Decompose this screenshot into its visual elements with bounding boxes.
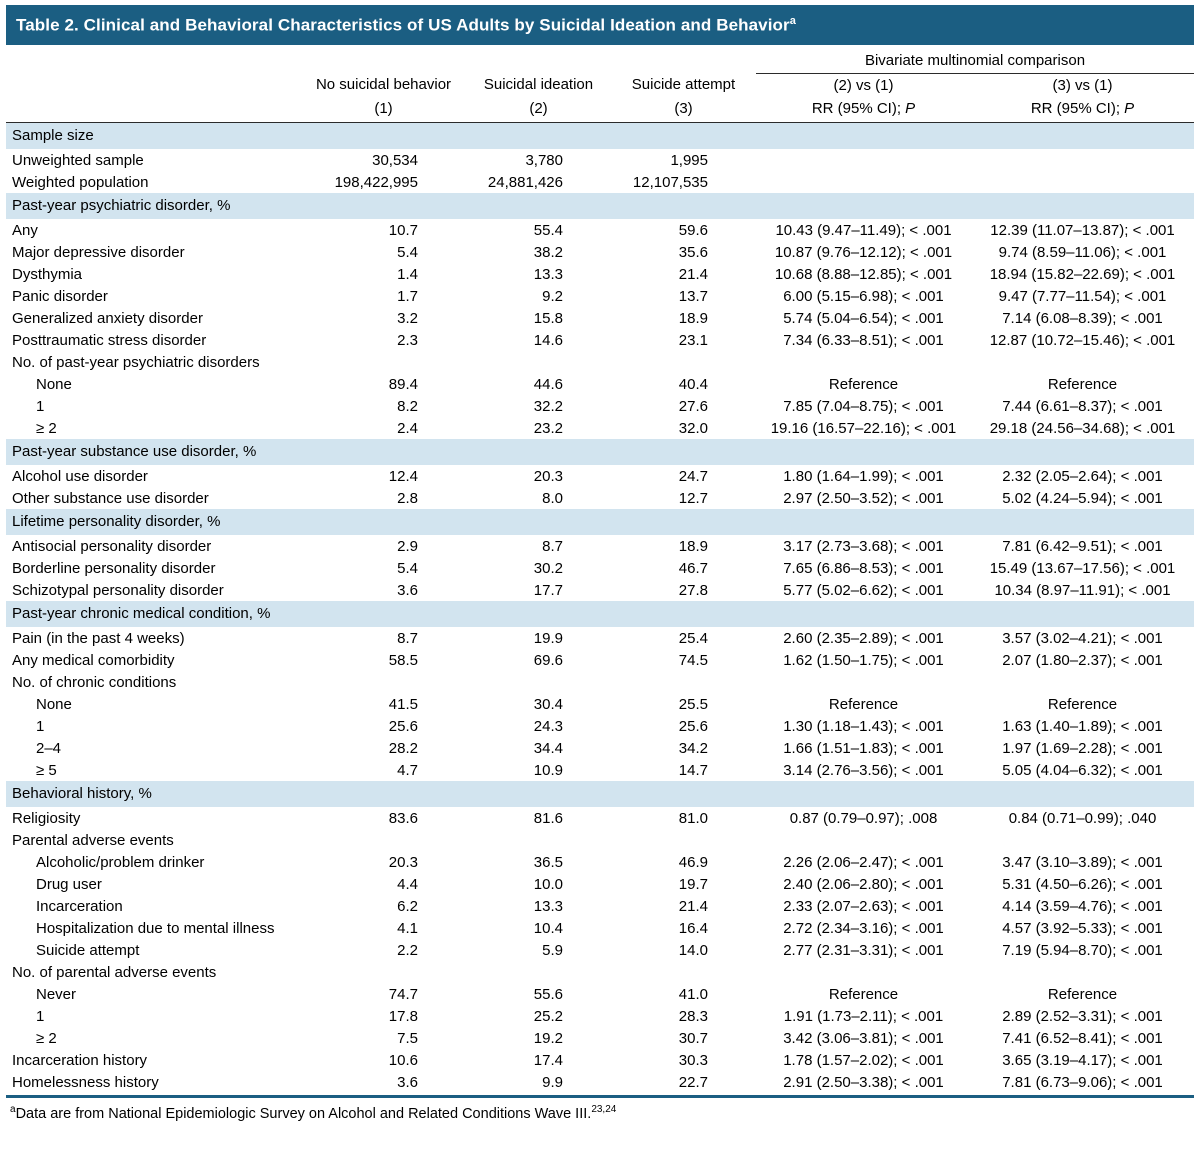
value-cell: 58.5 <box>388 651 418 669</box>
value-cell: 17.4 <box>533 1051 563 1069</box>
rr-ci-p-cell: 29.18 (24.56–34.68); < .001 <box>989 419 1176 437</box>
section-row <box>6 509 1194 535</box>
rr-ci-p-cell: 3.17 (2.73–3.68); < .001 <box>783 537 944 555</box>
row-label: Borderline personality disorder <box>12 559 216 577</box>
rr-ci-p-cell: 5.77 (5.02–6.62); < .001 <box>783 581 944 599</box>
rr-ci-p-cell: Reference <box>1047 695 1118 713</box>
rr-ci-p-cell <box>756 149 971 171</box>
value-cell: 30.4 <box>533 695 563 713</box>
value-cell: 55.4 <box>533 221 563 239</box>
row-label: Drug user <box>36 875 102 893</box>
table-row <box>6 693 1194 715</box>
rr-ci-p-cell: 3.65 (3.19–4.17); < .001 <box>1002 1051 1163 1069</box>
rr-ci-p-cell: 2.72 (2.34–3.16); < .001 <box>783 919 944 937</box>
table-row <box>6 465 1194 487</box>
row-label: Pain (in the past 4 weeks) <box>12 629 185 647</box>
value-cell: 32.2 <box>533 397 563 415</box>
section-label: Sample size <box>6 122 1194 149</box>
rr-ci-p-cell: 7.34 (6.33–8.51); < .001 <box>783 331 944 349</box>
row-label: Major depressive disorder <box>12 243 185 261</box>
value-cell: 10.0 <box>533 875 563 893</box>
table-title-superscript: a <box>789 15 796 27</box>
table-row <box>6 307 1194 329</box>
row-label: Hospitalization due to mental illness <box>36 919 275 937</box>
rr-ci-p-cell: 4.57 (3.92–5.33); < .001 <box>1002 919 1163 937</box>
p-label: P <box>1124 99 1135 117</box>
row-label: Schizotypal personality disorder <box>12 581 224 599</box>
value-cell: 4.7 <box>397 761 418 779</box>
table-row <box>6 557 1194 579</box>
value-cell: 17.7 <box>533 581 563 599</box>
row-label: Incarceration <box>36 897 123 915</box>
table-row <box>6 149 1194 171</box>
rr-ci-p-cell: Reference <box>1047 375 1118 393</box>
value-cell: 13.3 <box>533 897 563 915</box>
rr-ci-p-cell: 4.14 (3.59–4.76); < .001 <box>1002 897 1163 915</box>
value-cell: 14.0 <box>678 941 708 959</box>
row-label: 1 <box>36 397 45 415</box>
header-sublabel-row <box>6 97 1194 123</box>
value-cell: 35.6 <box>678 243 708 261</box>
row-label: Dysthymia <box>12 265 83 283</box>
value-cell: 34.2 <box>678 739 708 757</box>
value-cell: 25.2 <box>533 1007 563 1025</box>
table-row <box>6 535 1194 557</box>
table-row <box>6 219 1194 241</box>
value-cell: 10.9 <box>533 761 563 779</box>
value-cell: 20.3 <box>533 467 563 485</box>
section-label: Behavioral history, % <box>6 781 1194 807</box>
rr-ci-p-cell: 12.39 (11.07–13.87); < .001 <box>990 221 1175 239</box>
value-cell: 55.6 <box>533 985 563 1003</box>
value-cell: 7.5 <box>397 1029 418 1047</box>
subheader-row <box>6 351 1194 373</box>
section-row <box>6 122 1194 149</box>
value-cell: 34.4 <box>533 739 563 757</box>
value-cell: 74.5 <box>678 651 708 669</box>
row-label: Weighted population <box>12 173 149 191</box>
row-label: Posttraumatic stress disorder <box>12 331 207 349</box>
table-row <box>6 1005 1194 1027</box>
table-row <box>6 329 1194 351</box>
value-cell: 8.0 <box>542 489 563 507</box>
value-cell: 18.9 <box>678 537 708 555</box>
footnote <box>6 1095 1194 1126</box>
value-cell: 5.9 <box>542 941 563 959</box>
value-cell: 25.5 <box>678 695 708 713</box>
rr-ci-p-cell: 2.91 (2.50–3.38); < .001 <box>783 1073 944 1091</box>
table-row <box>6 417 1194 439</box>
value-cell: 5.4 <box>397 243 418 261</box>
rr-ci-p-cell: 1.80 (1.64–1.99); < .001 <box>783 467 944 485</box>
rr-ci-p-cell: 6.00 (5.15–6.98); < .001 <box>783 287 944 305</box>
value-cell: 2.4 <box>397 419 418 437</box>
row-label: Panic disorder <box>12 287 108 305</box>
value-cell: 2.2 <box>397 941 418 959</box>
header-label-row <box>6 73 1194 97</box>
table-header <box>6 49 1194 123</box>
bivariate-comparison-group-header: Bivariate multinomial comparison <box>756 49 1194 74</box>
value-cell: 59.6 <box>678 221 708 239</box>
table-row <box>6 627 1194 649</box>
rr-ci-p-cell: 7.85 (7.04–8.75); < .001 <box>783 397 944 415</box>
table-row <box>6 487 1194 509</box>
table-row <box>6 171 1194 193</box>
table-row <box>6 759 1194 781</box>
value-cell: 23.1 <box>678 331 708 349</box>
value-cell: 15.8 <box>533 309 563 327</box>
value-cell: 14.7 <box>678 761 708 779</box>
row-label: Religiosity <box>12 809 81 827</box>
rr-ci-p-cell: Reference <box>1047 985 1118 1003</box>
table-title-bar <box>6 5 1194 45</box>
section-label: Past-year chronic medical condition, % <box>6 601 1194 627</box>
footnote-superscript: a <box>10 1103 16 1115</box>
rr-ci-p-cell: 7.44 (6.61–8.37); < .001 <box>1002 397 1163 415</box>
rr-ci-p-cell: 10.43 (9.47–11.49); < .001 <box>775 221 952 239</box>
column-header-2-vs-1: (2) vs (1) <box>833 76 894 94</box>
value-cell: 9.2 <box>542 287 563 305</box>
value-cell: 6.2 <box>397 897 418 915</box>
rr-ci-p-cell: 2.40 (2.06–2.80); < .001 <box>783 875 944 893</box>
table-row <box>6 873 1194 895</box>
value-cell: 2.3 <box>397 331 418 349</box>
value-cell: 46.7 <box>678 559 708 577</box>
value-cell: 38.2 <box>533 243 563 261</box>
value-cell: 3.6 <box>397 1073 418 1091</box>
value-cell: 21.4 <box>678 897 708 915</box>
table-row <box>6 263 1194 285</box>
table-row <box>6 579 1194 601</box>
value-cell: 3,780 <box>525 151 563 169</box>
value-cell: 41.5 <box>388 695 418 713</box>
value-cell: 41.0 <box>678 985 708 1003</box>
rr-ci-header-1 <box>756 97 971 123</box>
table-body <box>6 122 1194 1093</box>
rr-ci-p-cell: 2.89 (2.52–3.31); < .001 <box>1002 1007 1163 1025</box>
value-cell: 25.6 <box>678 717 708 735</box>
value-cell: 8.2 <box>397 397 418 415</box>
table-row <box>6 649 1194 671</box>
value-cell: 30,534 <box>372 151 418 169</box>
value-cell: 36.5 <box>533 853 563 871</box>
rr-ci-p-cell: 5.74 (5.04–6.54); < .001 <box>783 309 944 327</box>
value-cell: 19.7 <box>678 875 708 893</box>
value-cell: 13.3 <box>533 265 563 283</box>
value-cell: 12.4 <box>388 467 418 485</box>
rr-ci-p-cell: 7.19 (5.94–8.70); < .001 <box>1002 941 1163 959</box>
table-row <box>6 983 1194 1005</box>
section-label: Lifetime personality disorder, % <box>6 509 1194 535</box>
rr-ci-p-cell: 3.57 (3.02–4.21); < .001 <box>1002 629 1163 647</box>
rr-ci-p-cell: 2.26 (2.06–2.47); < .001 <box>783 853 944 871</box>
value-cell: 19.9 <box>533 629 563 647</box>
row-label: Alcoholic/problem drinker <box>36 853 205 871</box>
rr-ci-p-cell: 3.42 (3.06–3.81); < .001 <box>783 1029 944 1047</box>
column-number-1: (1) <box>301 97 466 123</box>
value-cell: 81.6 <box>533 809 563 827</box>
value-cell: 69.6 <box>533 651 563 669</box>
footnote-text: Data are from National Epidemiologic Survey on Alcohol and Related Conditions Wave III. <box>15 1105 592 1122</box>
rr-ci-p-cell: 2.97 (2.50–3.52); < .001 <box>783 489 944 507</box>
rr-ci-p-cell <box>756 171 971 193</box>
section-label: Past-year substance use disorder, % <box>6 439 1194 465</box>
rr-ci-p-cell: 15.49 (13.67–17.56); < .001 <box>989 559 1176 577</box>
value-cell: 27.6 <box>678 397 708 415</box>
value-cell: 16.4 <box>678 919 708 937</box>
rr-ci-p-cell: 1.62 (1.50–1.75); < .001 <box>783 651 944 669</box>
value-cell: 28.3 <box>678 1007 708 1025</box>
table-row <box>6 1027 1194 1049</box>
value-cell: 20.3 <box>388 853 418 871</box>
column-header-3-vs-1: (3) vs (1) <box>1052 76 1113 94</box>
value-cell: 18.9 <box>678 309 708 327</box>
row-label: Parental adverse events <box>12 831 174 849</box>
table-row <box>6 715 1194 737</box>
rr-ci-p-cell: 10.68 (8.88–12.85); < .001 <box>774 265 953 283</box>
row-label: Any <box>12 221 38 239</box>
value-cell: 23.2 <box>533 419 563 437</box>
row-label: No. of past-year psychiatric disorders <box>12 353 260 371</box>
value-cell: 12.7 <box>678 489 708 507</box>
value-cell: 83.6 <box>388 809 418 827</box>
value-cell: 40.4 <box>678 375 708 393</box>
rr-ci-p-cell: 0.87 (0.79–0.97); .008 <box>789 809 938 827</box>
value-cell: 2.9 <box>397 537 418 555</box>
row-label: 2–4 <box>36 739 62 757</box>
subheader-row <box>6 961 1194 983</box>
table-row <box>6 241 1194 263</box>
row-label: Other substance use disorder <box>12 489 209 507</box>
value-cell: 28.2 <box>388 739 418 757</box>
rr-ci-p-cell: 1.66 (1.51–1.83); < .001 <box>783 739 944 757</box>
rr-ci-p-cell <box>971 149 1194 171</box>
row-label: Never <box>36 985 77 1003</box>
value-cell: 24,881,426 <box>487 173 563 191</box>
rr-ci-p-cell: 2.33 (2.07–2.63); < .001 <box>783 897 944 915</box>
row-label: Generalized anxiety disorder <box>12 309 203 327</box>
value-cell: 30.7 <box>678 1029 708 1047</box>
value-cell: 46.9 <box>678 853 708 871</box>
header-spacer <box>6 97 301 123</box>
table-row <box>6 1071 1194 1093</box>
table-row <box>6 851 1194 873</box>
value-cell: 19.2 <box>533 1029 563 1047</box>
rr-ci-p-cell: Reference <box>828 375 899 393</box>
column-number-2: (2) <box>466 97 611 123</box>
value-cell: 22.7 <box>678 1073 708 1091</box>
characteristics-table <box>6 49 1194 1093</box>
value-cell: 4.1 <box>397 919 418 937</box>
value-cell: 12,107,535 <box>632 173 708 191</box>
value-cell: 13.7 <box>678 287 708 305</box>
value-cell: 9.9 <box>542 1073 563 1091</box>
table-row <box>6 917 1194 939</box>
row-label: Suicide attempt <box>36 941 140 959</box>
value-cell: 17.8 <box>388 1007 418 1025</box>
section-label: Past-year psychiatric disorder, % <box>6 193 1194 219</box>
rr-ci-p-cell: 7.81 (6.42–9.51); < .001 <box>1002 537 1163 555</box>
row-label: ≥ 2 <box>36 419 57 437</box>
column-header-no-suicidal-behavior: No suicidal behavior <box>315 76 452 94</box>
column-header-suicide-attempt: Suicide attempt <box>631 76 736 94</box>
column-number-3: (3) <box>611 97 756 123</box>
value-cell: 2.8 <box>397 489 418 507</box>
footnote-reference-numbers: 23,24 <box>591 1103 617 1115</box>
section-row <box>6 601 1194 627</box>
subheader-row <box>6 829 1194 851</box>
rr-ci-p-cell: 7.81 (6.73–9.06); < .001 <box>1002 1073 1163 1091</box>
table-row <box>6 395 1194 417</box>
table-row <box>6 1049 1194 1071</box>
value-cell: 8.7 <box>397 629 418 647</box>
rr-ci-p-cell: 10.34 (8.97–11.91); < .001 <box>994 581 1171 599</box>
value-cell: 1.4 <box>397 265 418 283</box>
rr-ci-p-cell: 7.14 (6.08–8.39); < .001 <box>1002 309 1163 327</box>
rr-ci-p-cell: 9.74 (8.59–11.06); < .001 <box>998 243 1167 261</box>
rr-ci-p-cell: 1.78 (1.57–2.02); < .001 <box>783 1051 944 1069</box>
row-label: Unweighted sample <box>12 151 144 169</box>
rr-ci-p-cell: 10.87 (9.76–12.12); < .001 <box>774 243 953 261</box>
rr-ci-p-cell: 1.97 (1.69–2.28); < .001 <box>1002 739 1163 757</box>
rr-ci-p-cell: 1.63 (1.40–1.89); < .001 <box>1002 717 1163 735</box>
value-cell: 24.7 <box>678 467 708 485</box>
value-cell: 8.7 <box>542 537 563 555</box>
rr-ci-p-cell: 19.16 (16.57–22.16); < .001 <box>770 419 957 437</box>
rr-ci-label: RR (95% CI); <box>811 99 906 117</box>
value-cell: 25.4 <box>678 629 708 647</box>
table-row <box>6 285 1194 307</box>
row-label: None <box>36 375 72 393</box>
value-cell: 32.0 <box>678 419 708 437</box>
rr-ci-p-cell: 3.47 (3.10–3.89); < .001 <box>1002 853 1163 871</box>
table-title: Table 2. Clinical and Behavioral Characteristics of US Adults by Suicidal Ideation and Behavior <box>16 15 790 35</box>
value-cell: 25.6 <box>388 717 418 735</box>
row-label: Homelessness history <box>12 1073 159 1091</box>
rr-ci-p-cell: 18.94 (15.82–22.69); < .001 <box>989 265 1176 283</box>
rr-ci-p-cell: 1.30 (1.18–1.43); < .001 <box>783 717 944 735</box>
rr-ci-p-cell: 9.47 (7.77–11.54); < .001 <box>998 287 1167 305</box>
header-spacer <box>6 49 756 74</box>
row-label: 1 <box>36 1007 45 1025</box>
table-row <box>6 373 1194 395</box>
rr-ci-p-cell: 2.77 (2.31–3.31); < .001 <box>783 941 944 959</box>
section-row <box>6 781 1194 807</box>
rr-ci-p-cell: 2.60 (2.35–2.89); < .001 <box>783 629 944 647</box>
value-cell: 44.6 <box>533 375 563 393</box>
rr-ci-label: RR (95% CI); <box>1030 99 1125 117</box>
value-cell: 1,995 <box>670 151 708 169</box>
row-label: ≥ 5 <box>36 761 57 779</box>
rr-ci-p-cell: 5.31 (4.50–6.26); < .001 <box>1002 875 1163 893</box>
row-label: Antisocial personality disorder <box>12 537 212 555</box>
value-cell: 21.4 <box>678 265 708 283</box>
rr-ci-p-cell: 12.87 (10.72–15.46); < .001 <box>989 331 1176 349</box>
value-cell: 27.8 <box>678 581 708 599</box>
header-group-row <box>6 49 1194 74</box>
value-cell: 4.4 <box>397 875 418 893</box>
row-label: 1 <box>36 717 45 735</box>
column-header-suicidal-ideation: Suicidal ideation <box>483 76 594 94</box>
row-label: Incarceration history <box>12 1051 148 1069</box>
rr-ci-p-cell: 0.84 (0.71–0.99); .040 <box>1008 809 1157 827</box>
table-row <box>6 939 1194 961</box>
value-cell: 3.6 <box>397 581 418 599</box>
row-label: ≥ 2 <box>36 1029 57 1047</box>
table-row <box>6 737 1194 759</box>
value-cell: 10.4 <box>533 919 563 937</box>
table-row <box>6 895 1194 917</box>
rr-ci-p-cell: 2.07 (1.80–2.37); < .001 <box>1002 651 1163 669</box>
value-cell: 198,422,995 <box>334 173 418 191</box>
table-row <box>6 807 1194 829</box>
rr-ci-p-cell: 5.02 (4.24–5.94); < .001 <box>1002 489 1163 507</box>
value-cell: 1.7 <box>397 287 418 305</box>
value-cell: 81.0 <box>678 809 708 827</box>
value-cell: 89.4 <box>388 375 418 393</box>
row-label: Any medical comorbidity <box>12 651 175 669</box>
rr-ci-p-cell: Reference <box>828 695 899 713</box>
rr-ci-p-cell: 1.91 (1.73–2.11); < .001 <box>783 1007 944 1025</box>
rr-ci-header-2 <box>971 97 1194 123</box>
value-cell: 3.2 <box>397 309 418 327</box>
p-label: P <box>905 99 916 117</box>
row-label: None <box>36 695 72 713</box>
value-cell: 30.2 <box>533 559 563 577</box>
row-label: No. of chronic conditions <box>12 673 177 691</box>
value-cell: 74.7 <box>388 985 418 1003</box>
rr-ci-p-cell: 3.14 (2.76–3.56); < .001 <box>783 761 944 779</box>
rr-ci-p-cell: 7.41 (6.52–8.41); < .001 <box>1002 1029 1163 1047</box>
value-cell: 10.6 <box>388 1051 418 1069</box>
row-label: Alcohol use disorder <box>12 467 148 485</box>
row-label: No. of parental adverse events <box>12 963 217 981</box>
rr-ci-p-cell: Reference <box>828 985 899 1003</box>
header-spacer <box>6 73 301 97</box>
value-cell: 10.7 <box>388 221 418 239</box>
rr-ci-p-cell: 2.32 (2.05–2.64); < .001 <box>1002 467 1163 485</box>
subheader-row <box>6 671 1194 693</box>
section-row <box>6 193 1194 219</box>
rr-ci-p-cell <box>971 171 1194 193</box>
value-cell: 5.4 <box>397 559 418 577</box>
rr-ci-p-cell: 7.65 (6.86–8.53); < .001 <box>783 559 944 577</box>
section-row <box>6 439 1194 465</box>
rr-ci-p-cell: 5.05 (4.04–6.32); < .001 <box>1002 761 1163 779</box>
value-cell: 14.6 <box>533 331 563 349</box>
value-cell: 30.3 <box>678 1051 708 1069</box>
value-cell: 24.3 <box>533 717 563 735</box>
